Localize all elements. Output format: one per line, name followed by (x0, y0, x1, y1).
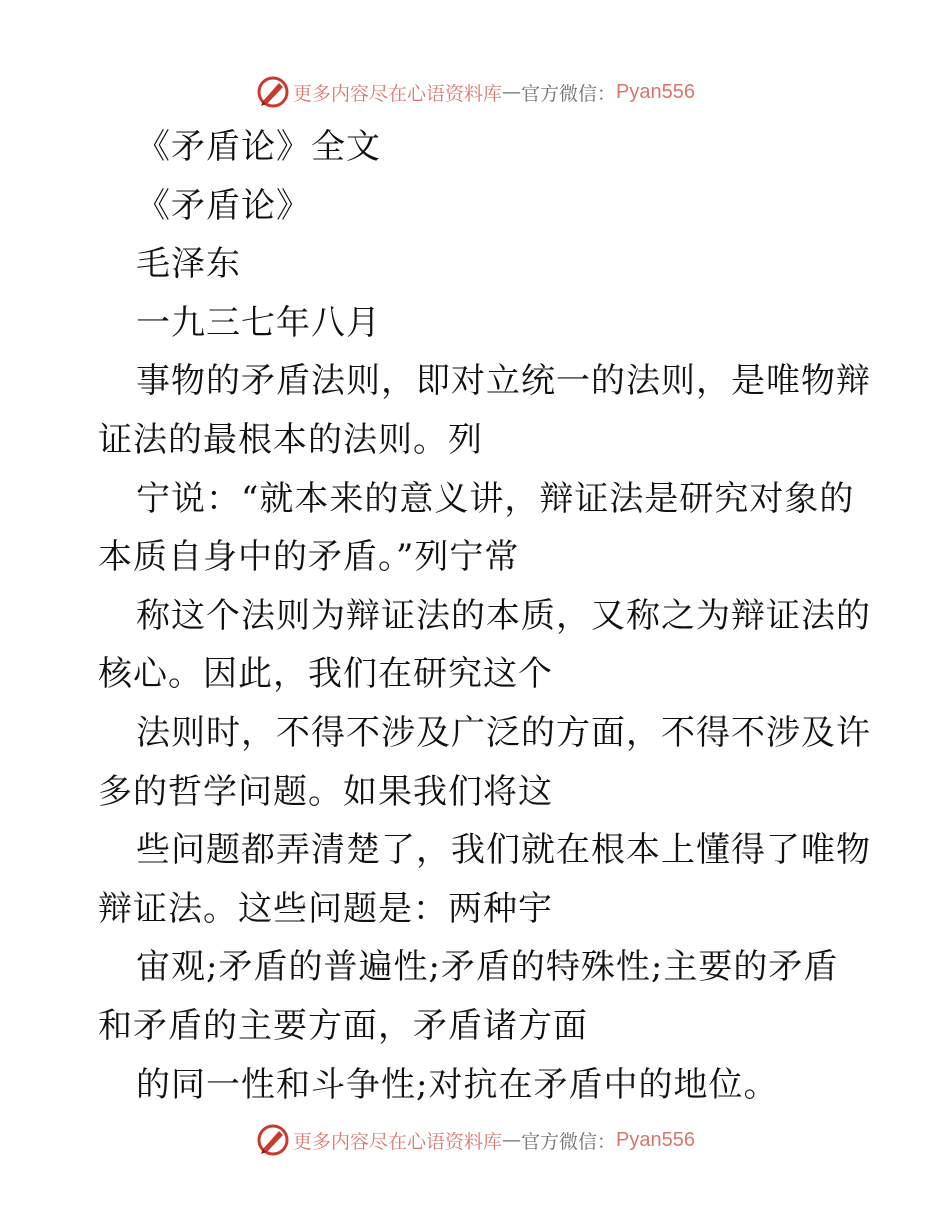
banner-ad-text: 更多内容尽在心语资料库 (293, 82, 503, 105)
text-line: 本质自身中的矛盾。”列宁常 (98, 537, 520, 578)
doc-subtitle: 《矛盾论》 (136, 185, 311, 226)
header-banner (0, 72, 950, 112)
text-line: 核心。因此，我们在研究这个 (98, 654, 553, 695)
text-line: 称这个法则为辩证法的本质，又称之为辩证法的 (136, 595, 871, 636)
text-line: 辩证法。这些问题是：两种宇 (98, 888, 553, 929)
text-line: 事物的矛盾法则，即对立统一的法则，是唯物辩 (136, 361, 871, 402)
text-line: 多的哲学问题。如果我们将这 (98, 771, 553, 812)
text-line: 法则时，不得不涉及广泛的方面，不得不涉及许 (136, 712, 871, 753)
banner-wechat-label: 官方微信： (521, 82, 617, 105)
banner-separator: — (502, 1129, 522, 1151)
doc-author: 毛泽东 (136, 244, 241, 285)
banner-ad-text: 更多内容尽在心语资料库 (293, 1130, 503, 1153)
document-body (98, 118, 871, 1114)
text-line: 宙观;矛盾的普遍性;矛盾的特殊性;主要的矛盾 (136, 947, 839, 988)
text-line: 证法的最根本的法则。列 (98, 419, 483, 460)
text-line: 宁说：“就本来的意义讲，辩证法是研究对象的 (136, 478, 855, 519)
banner-wechat-id: Pyan556 (616, 1128, 695, 1151)
footer-banner (0, 1120, 950, 1160)
text-line: 和矛盾的主要方面，矛盾诸方面 (98, 1005, 588, 1046)
doc-date: 一九三七年八月 (136, 302, 381, 343)
doc-title: 《矛盾论》全文 (136, 127, 381, 167)
text-line: 的同一性和斗争性;对抗在矛盾中的地位。 (136, 1064, 779, 1105)
banner-separator: — (502, 81, 522, 103)
pen-circle-icon (255, 74, 291, 110)
text-line: 些问题都弄清楚了，我们就在根本上懂得了唯物 (136, 830, 871, 871)
banner-wechat-label: 官方微信： (521, 1130, 617, 1153)
pen-circle-icon (255, 1122, 291, 1158)
banner-wechat-id: Pyan556 (616, 80, 695, 103)
